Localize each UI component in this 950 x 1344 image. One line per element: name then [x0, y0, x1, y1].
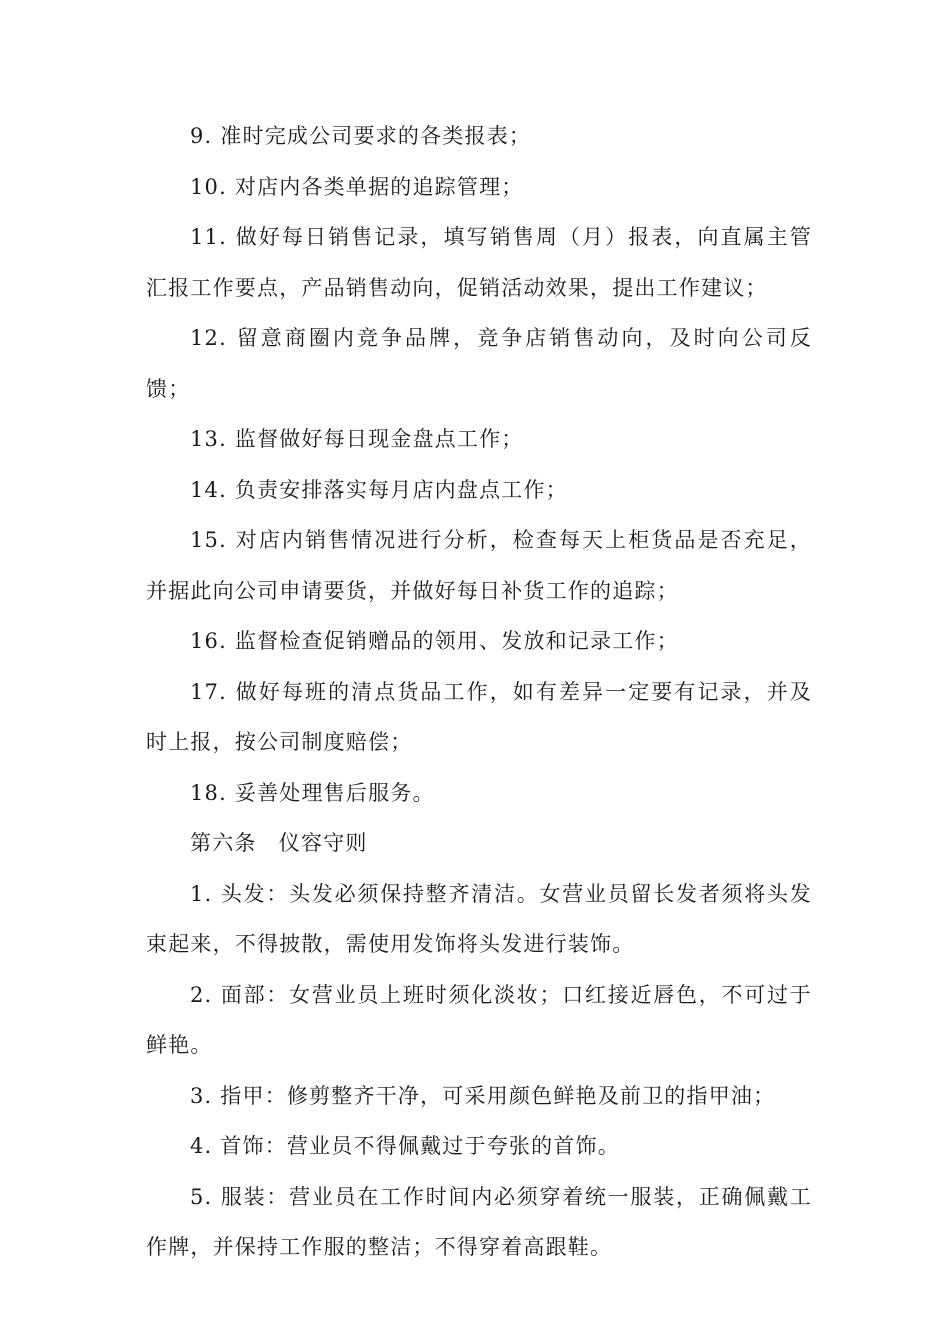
rule-item-3: 3. 指甲：修剪整齐干净，可采用颜色鲜艳及前卫的指甲油；	[190, 1083, 776, 1108]
list-item-12: 12. 留意商圈内竞争品牌，竞争店销售动向，及时向公司反馈；	[146, 326, 812, 401]
document-body	[146, 111, 812, 1273]
list-item-9: 9. 准时完成公司要求的各类报表；	[190, 124, 532, 148]
list-item-13: 13. 监督做好每日现金盘点工作；	[190, 427, 524, 451]
section-heading: 第六条 仪容守则	[190, 831, 368, 855]
list-item-11: 11. 做好每日销售记录，填写销售周（月）报表，向直属主管汇报工作要点，产品销售动向，促销活动效果，提出工作建议；	[146, 225, 812, 300]
list-item-10: 10. 对店内各类单据的追踪管理；	[190, 174, 524, 199]
rule-item-2: 2. 面部：女营业员上班时须化淡妆；口红接近唇色，不可过于鲜艳。	[146, 982, 812, 1057]
list-item-17: 17. 做好每班的清点货品工作，如有差异一定要有记录，并及时上报，按公司制度赔偿；	[146, 679, 812, 754]
list-item-16: 16. 监督检查促销赠品的领用、发放和记录工作；	[190, 629, 679, 653]
rule-item-5: 5. 服装：营业员在工作时间内必须穿着统一服装，正确佩戴工作牌，并保持工作服的整洁；不得穿着高跟鞋。	[146, 1184, 812, 1259]
list-item-18: 18. 妥善处理售后服务。	[190, 780, 435, 805]
list-item-14: 14. 负责安排落实每月店内盘点工作；	[190, 477, 568, 502]
rule-item-1: 1. 头发：头发必须保持整齐清洁。女营业员留长发者须将头发束起来，不得披散，需使用发饰将头发进行装饰。	[146, 881, 812, 956]
list-item-15: 15. 对店内销售情况进行分析，检查每天上柜货品是否充足，并据此向公司申请要货，并做好每日补货工作的追踪；	[146, 528, 812, 603]
rule-item-4: 4. 首饰：营业员不得佩戴过于夸张的首饰。	[190, 1134, 620, 1158]
